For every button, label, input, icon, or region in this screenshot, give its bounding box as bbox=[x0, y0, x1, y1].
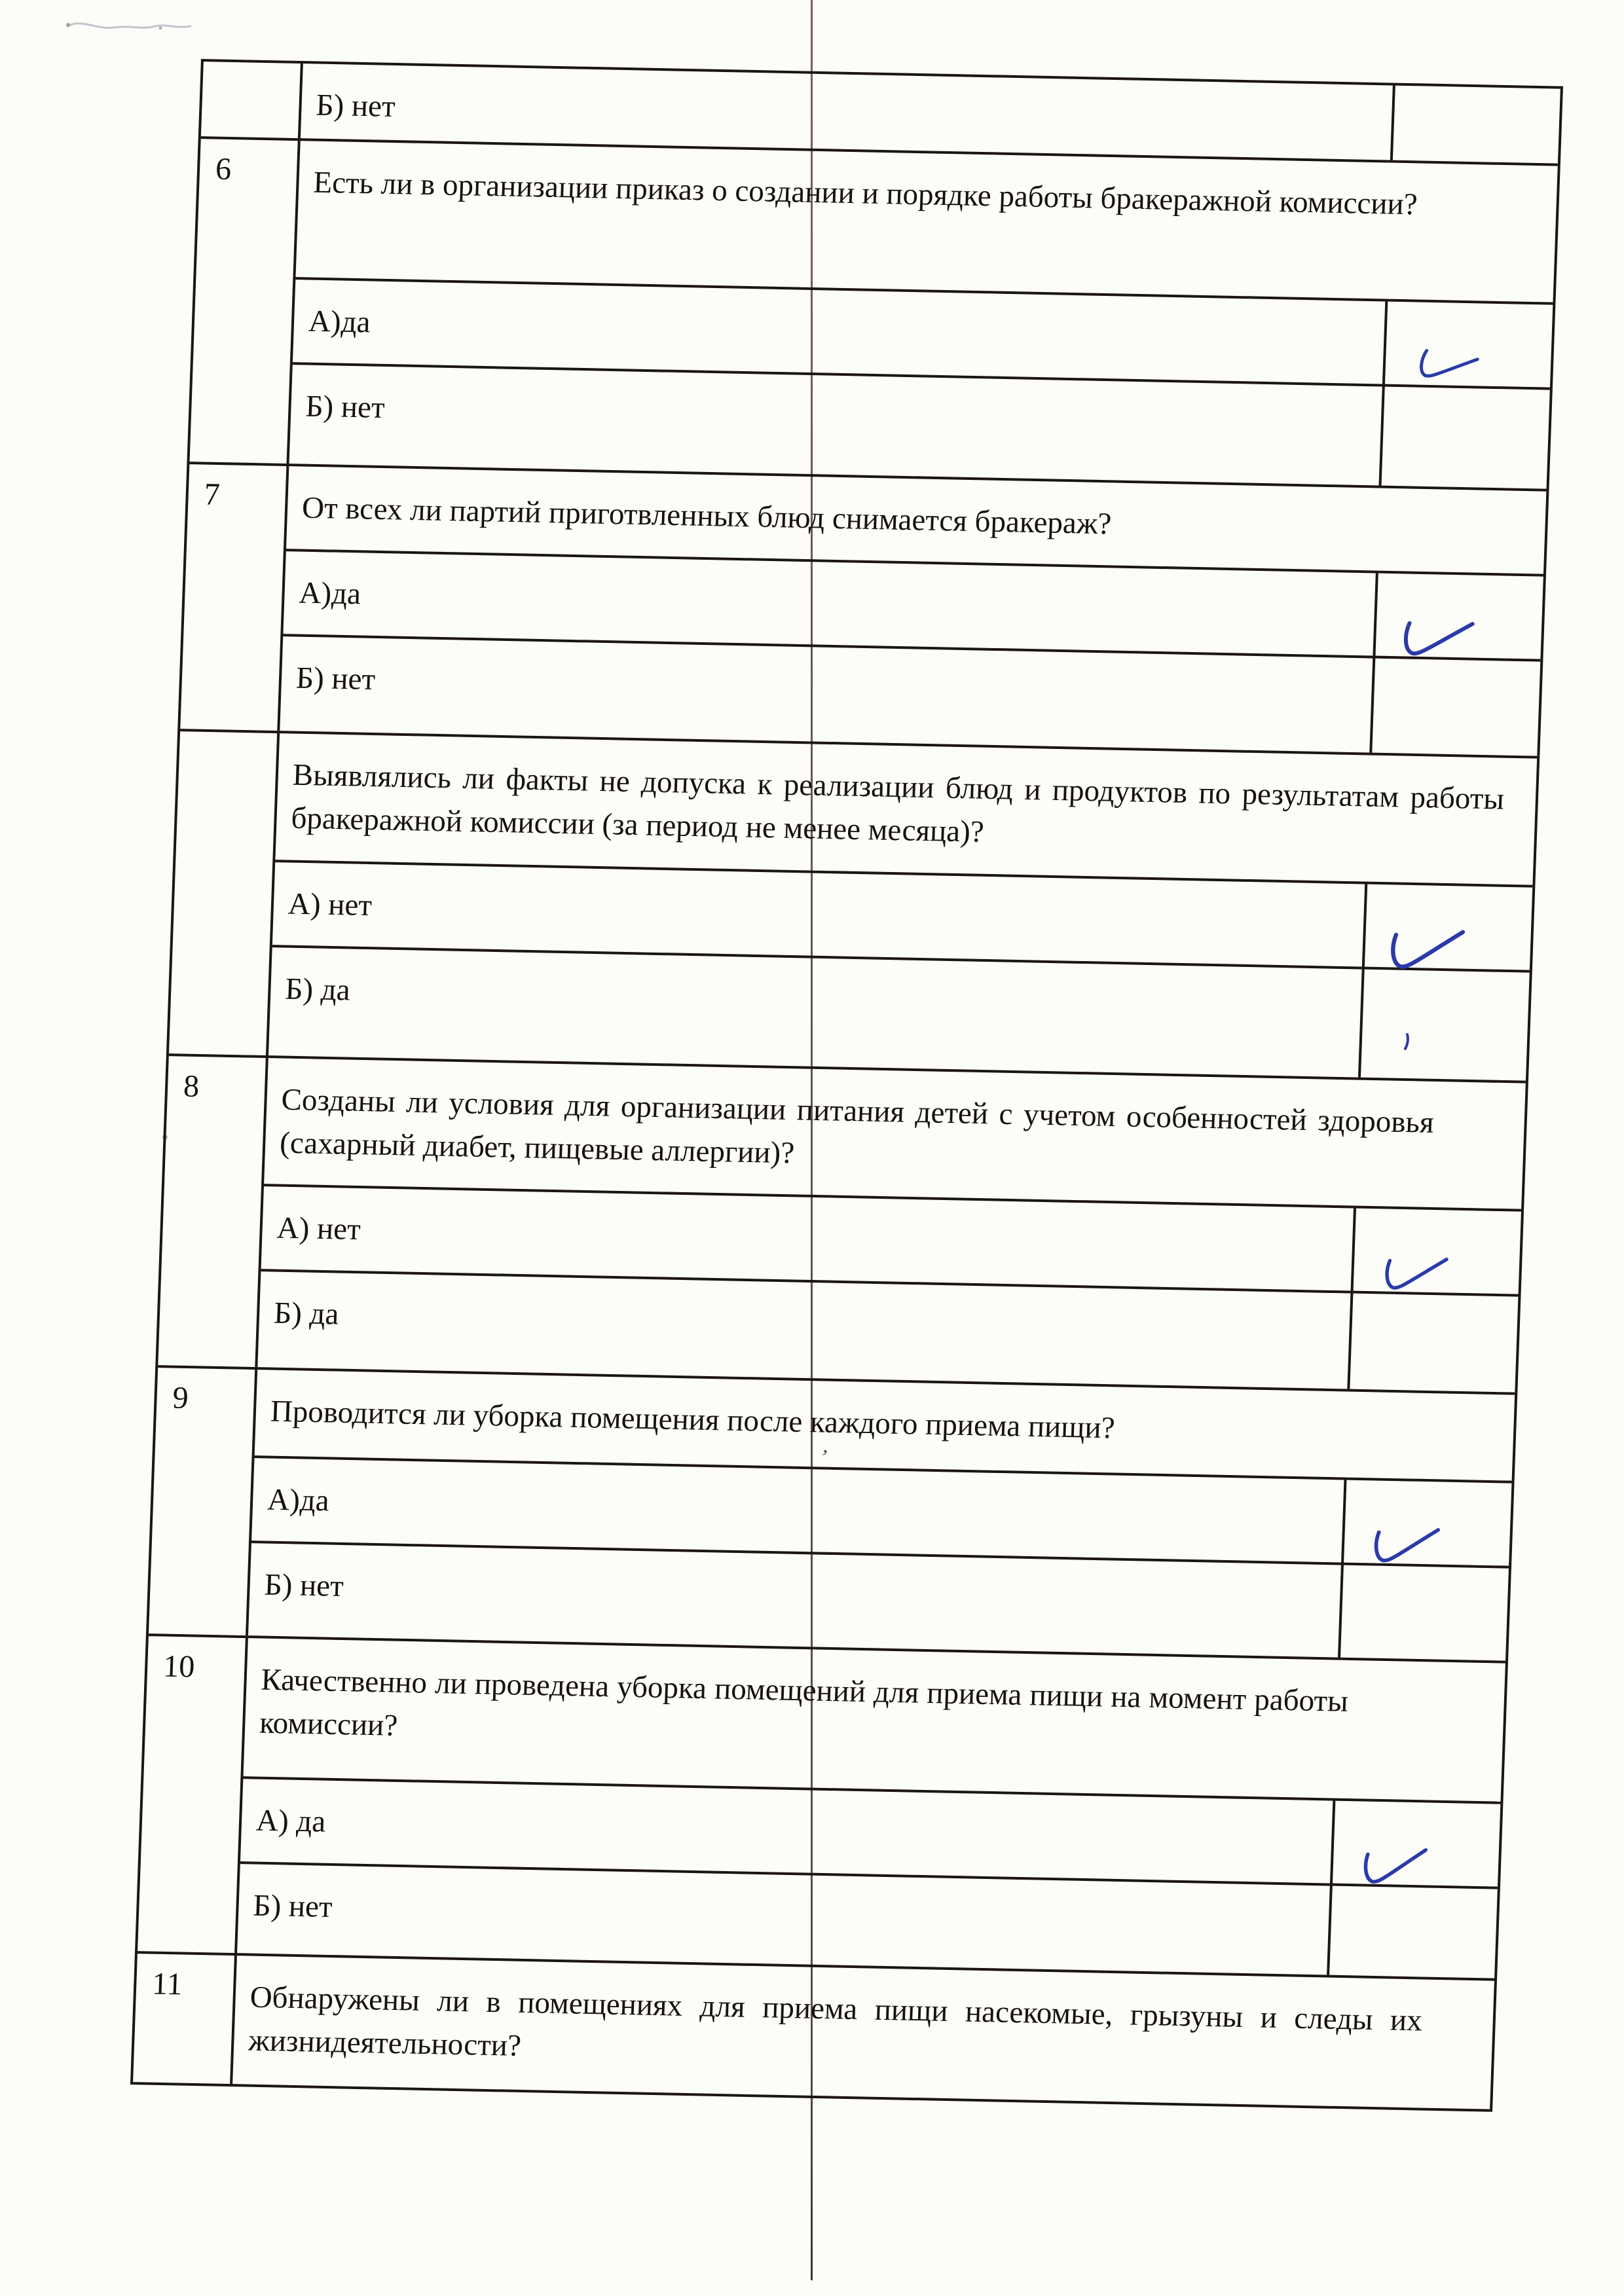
option-label: А) да bbox=[255, 1803, 327, 1839]
option-label: А)да bbox=[308, 304, 371, 340]
question-group bbox=[169, 731, 1537, 1084]
question-text: Качественно ли проведена уборка помещений для приема пищи на момент работы комиссии? bbox=[259, 1662, 1349, 1743]
number-cell bbox=[190, 139, 301, 464]
option-label: Б) нет bbox=[304, 389, 386, 426]
questionnaire-table bbox=[130, 59, 1563, 2112]
question-cell bbox=[295, 141, 1557, 305]
option-label: А) нет bbox=[287, 886, 373, 923]
question-cell bbox=[264, 1058, 1526, 1212]
question-number: 7 bbox=[203, 477, 221, 513]
number-cell bbox=[158, 1056, 268, 1367]
question-text: Созданы ли условия для организации питания детей с учетом особенностей здоровья (сахарный диабет, пищевые аллергии)? bbox=[279, 1082, 1435, 1171]
question-text: Обнаружены ли в помещениях для приема пищи насекомые, грызуны и следы их жизнидеятельности? bbox=[248, 1980, 1423, 2063]
question-number: 11 bbox=[151, 1966, 183, 2002]
number-cell bbox=[201, 62, 303, 138]
question-group bbox=[149, 1368, 1515, 1664]
question-text: Есть ли в организации приказ о создании и порядке работы бракеражной комиссии? bbox=[312, 165, 1418, 222]
question-group bbox=[189, 139, 1557, 492]
option-label: Б) нет bbox=[315, 88, 396, 124]
question-cell bbox=[243, 1638, 1505, 1804]
question-cell bbox=[275, 733, 1537, 888]
question-group bbox=[138, 1636, 1505, 1981]
question-number: 10 bbox=[162, 1649, 196, 1685]
option-label: А) нет bbox=[276, 1211, 361, 1247]
option-label: А)да bbox=[267, 1482, 330, 1518]
number-cell bbox=[133, 1954, 237, 2084]
number-cell bbox=[138, 1636, 248, 1953]
number-cell bbox=[149, 1368, 257, 1635]
question-group bbox=[158, 1056, 1526, 1395]
question-text: Выявлялись ли факты не допуска к реализации блюд и продуктов по результатам работы бракеражной комиссии (за период не менее месяца)? bbox=[290, 757, 1505, 849]
number-cell bbox=[180, 464, 289, 731]
question-number: 6 bbox=[215, 151, 232, 187]
option-label: Б) нет bbox=[252, 1888, 333, 1925]
question-number: 8 bbox=[183, 1068, 200, 1104]
question-number: 9 bbox=[172, 1380, 189, 1416]
question-text: Проводится ли уборка помещения после каждого приема пищи? bbox=[270, 1394, 1116, 1446]
pencil-scribble bbox=[62, 12, 232, 51]
option-label: Б) да bbox=[273, 1296, 340, 1332]
option-label: Б) да bbox=[284, 972, 351, 1008]
option-label: А)да bbox=[298, 575, 361, 611]
question-group bbox=[180, 464, 1546, 759]
number-cell bbox=[169, 731, 280, 1055]
stray-comma-mark: ’ bbox=[817, 1445, 830, 1470]
option-label: Б) нет bbox=[295, 661, 376, 697]
option-label: Б) нет bbox=[263, 1567, 344, 1604]
question-cell bbox=[232, 1956, 1494, 2109]
question-group bbox=[133, 1954, 1494, 2112]
question-text: От всех ли партий приготвленных блюд снимается бракераж? bbox=[301, 490, 1113, 541]
